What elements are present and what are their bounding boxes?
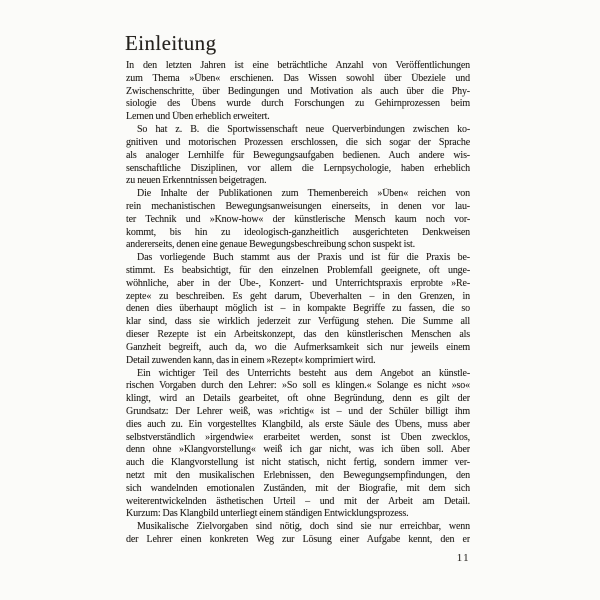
text-line: ter Technik und »Know-how« der künstlerische Mensch kaum noch vor- xyxy=(126,213,470,225)
text-line: dies auch zu. Ein vorgestelltes Klangbild, als erste Säule des Übens, muss aber xyxy=(126,418,470,430)
page-title: Einleitung xyxy=(125,31,217,55)
text-line: zu neuen Erkenntnissen beigetragen. xyxy=(126,175,267,187)
text-line: rischen Vorgaben durch den Lehrer: »So soll es klingen.« Solange es nicht »so« xyxy=(126,380,470,392)
text-line: andererseits, denen eine genaue Bewegungsbeschreibung schon suspekt ist. xyxy=(126,239,415,251)
text-line: stimmt. Es beabsichtigt, für den einzelnen Problemfall geeignete, oft unge- xyxy=(126,265,470,276)
text-line: In den letzten Jahren ist eine beträchtliche Anzahl von Veröffentlichungen xyxy=(126,60,470,71)
text-line: zum Thema »Üben« erschienen. Das Wissen sowohl über Übeziele und xyxy=(126,72,470,84)
text-line: denn ohne »Klangvorstellung« weiß ich gar nicht, was ich üben soll. Aber xyxy=(126,444,470,456)
text-line: Ein wichtiger Teil des Unterrichts besteht aus dem Angebot an künstle- xyxy=(137,367,470,379)
text-line: Die Inhalte der Publikationen zum Themenbereich »Üben« reichen von xyxy=(137,188,470,200)
text-block xyxy=(126,60,470,547)
text-line: Kurzum: Das Klangbild unterliegt einem ständigen Entwicklungsprozess. xyxy=(126,508,409,520)
text-line: kommt, bis hin zu ideologisch-ganzheitlich ausgerichteten Denkweisen xyxy=(126,226,470,238)
text-line: rein mechanistischen Bewegungsanweisungen einerseits, in denen vor lau- xyxy=(126,200,470,212)
text-line: selbstverständlich »irgendwie« erarbeitet werden, sonst ist Üben zwecklos, xyxy=(126,431,470,443)
text-line: als analoger Lernhilfe für Bewegungsaufgaben bedienen. Auch andere wis- xyxy=(126,149,470,161)
text-line: Lernen und Üben erheblich erweitert. xyxy=(126,111,270,123)
page-number: 11 xyxy=(456,553,470,564)
text-line: siologie des Übens wurde durch Forschungen zu Gehirnprozessen beim xyxy=(126,98,470,110)
text-line: klingt, wird an Details gearbeitet, oft ohne Begründung, denn es gilt der xyxy=(126,393,470,405)
text-line: weiterentwickelnden ästhetischen Urteil – und mit der Arbeit am Detail. xyxy=(126,495,470,507)
text-line: Das vorliegende Buch stammt aus der Praxis und ist für die Praxis be- xyxy=(137,252,470,264)
text-line: denen dies überhaupt möglich ist – in kompakte Begriffe zu fassen, die so xyxy=(126,303,470,315)
text-line: Ganzheit begreift, auch da, wo die Aufmerksamkeit sich nur jeweils einem xyxy=(126,341,470,353)
text-line: der Lehrer einen konkreten Weg zur Lösung einer Aufgabe kennt, den er xyxy=(126,534,470,546)
text-line: Musikalische Zielvorgaben sind nötig, doch sind sie nur erreichbar, wenn xyxy=(137,521,470,533)
text-line: dieser Rezepte ist ein Arbeitskonzept, das den künstlerischen Menschen als xyxy=(126,329,470,341)
text-line: zepte« zu beschreiben. Es geht darum, Übeverhalten – in den Grenzen, in xyxy=(126,290,470,302)
text-line: netzt mit den musikalischen Erlebnissen, den Bewegungsempfindungen, den xyxy=(126,470,470,481)
text-line: gnitiven und motorischen Prozessen erschlossen, die sich sogar der Sprache xyxy=(126,136,470,148)
text-line: Zwischenschritte, über Bedingungen und Motivation als auch über die Phy- xyxy=(126,85,470,97)
text-line: So hat z. B. die Sportwissenschaft neue Querverbindungen zwischen ko- xyxy=(137,124,470,136)
text-line: senschaftliche Disziplinen, vor allem die Lernpsychologie, haben erheblich xyxy=(126,162,470,174)
text-line: auch die Klangvorstellung ist nicht statisch, nicht fertig, sondern immer ver- xyxy=(126,457,470,469)
text-line: Grundsatz: Der Lehrer weiß, was »richtig« ist – und der Schüler billigt ihm xyxy=(126,405,470,417)
text-line: Detail zuwenden kann, das in einem »Rezept« komprimiert wird. xyxy=(126,354,376,366)
text-line: wöhnliche, aber in der Übe-, Konzert- und Unterrichtspraxis erprobte »Re- xyxy=(126,277,470,289)
text-line: klar sind, dass sie wirklich jederzeit zur Verfügung stehen. Die Summe all xyxy=(126,316,470,328)
text-line: sich wandelnden emotionalen Zuständen, mit der Biografie, mit dem sich xyxy=(126,482,470,494)
